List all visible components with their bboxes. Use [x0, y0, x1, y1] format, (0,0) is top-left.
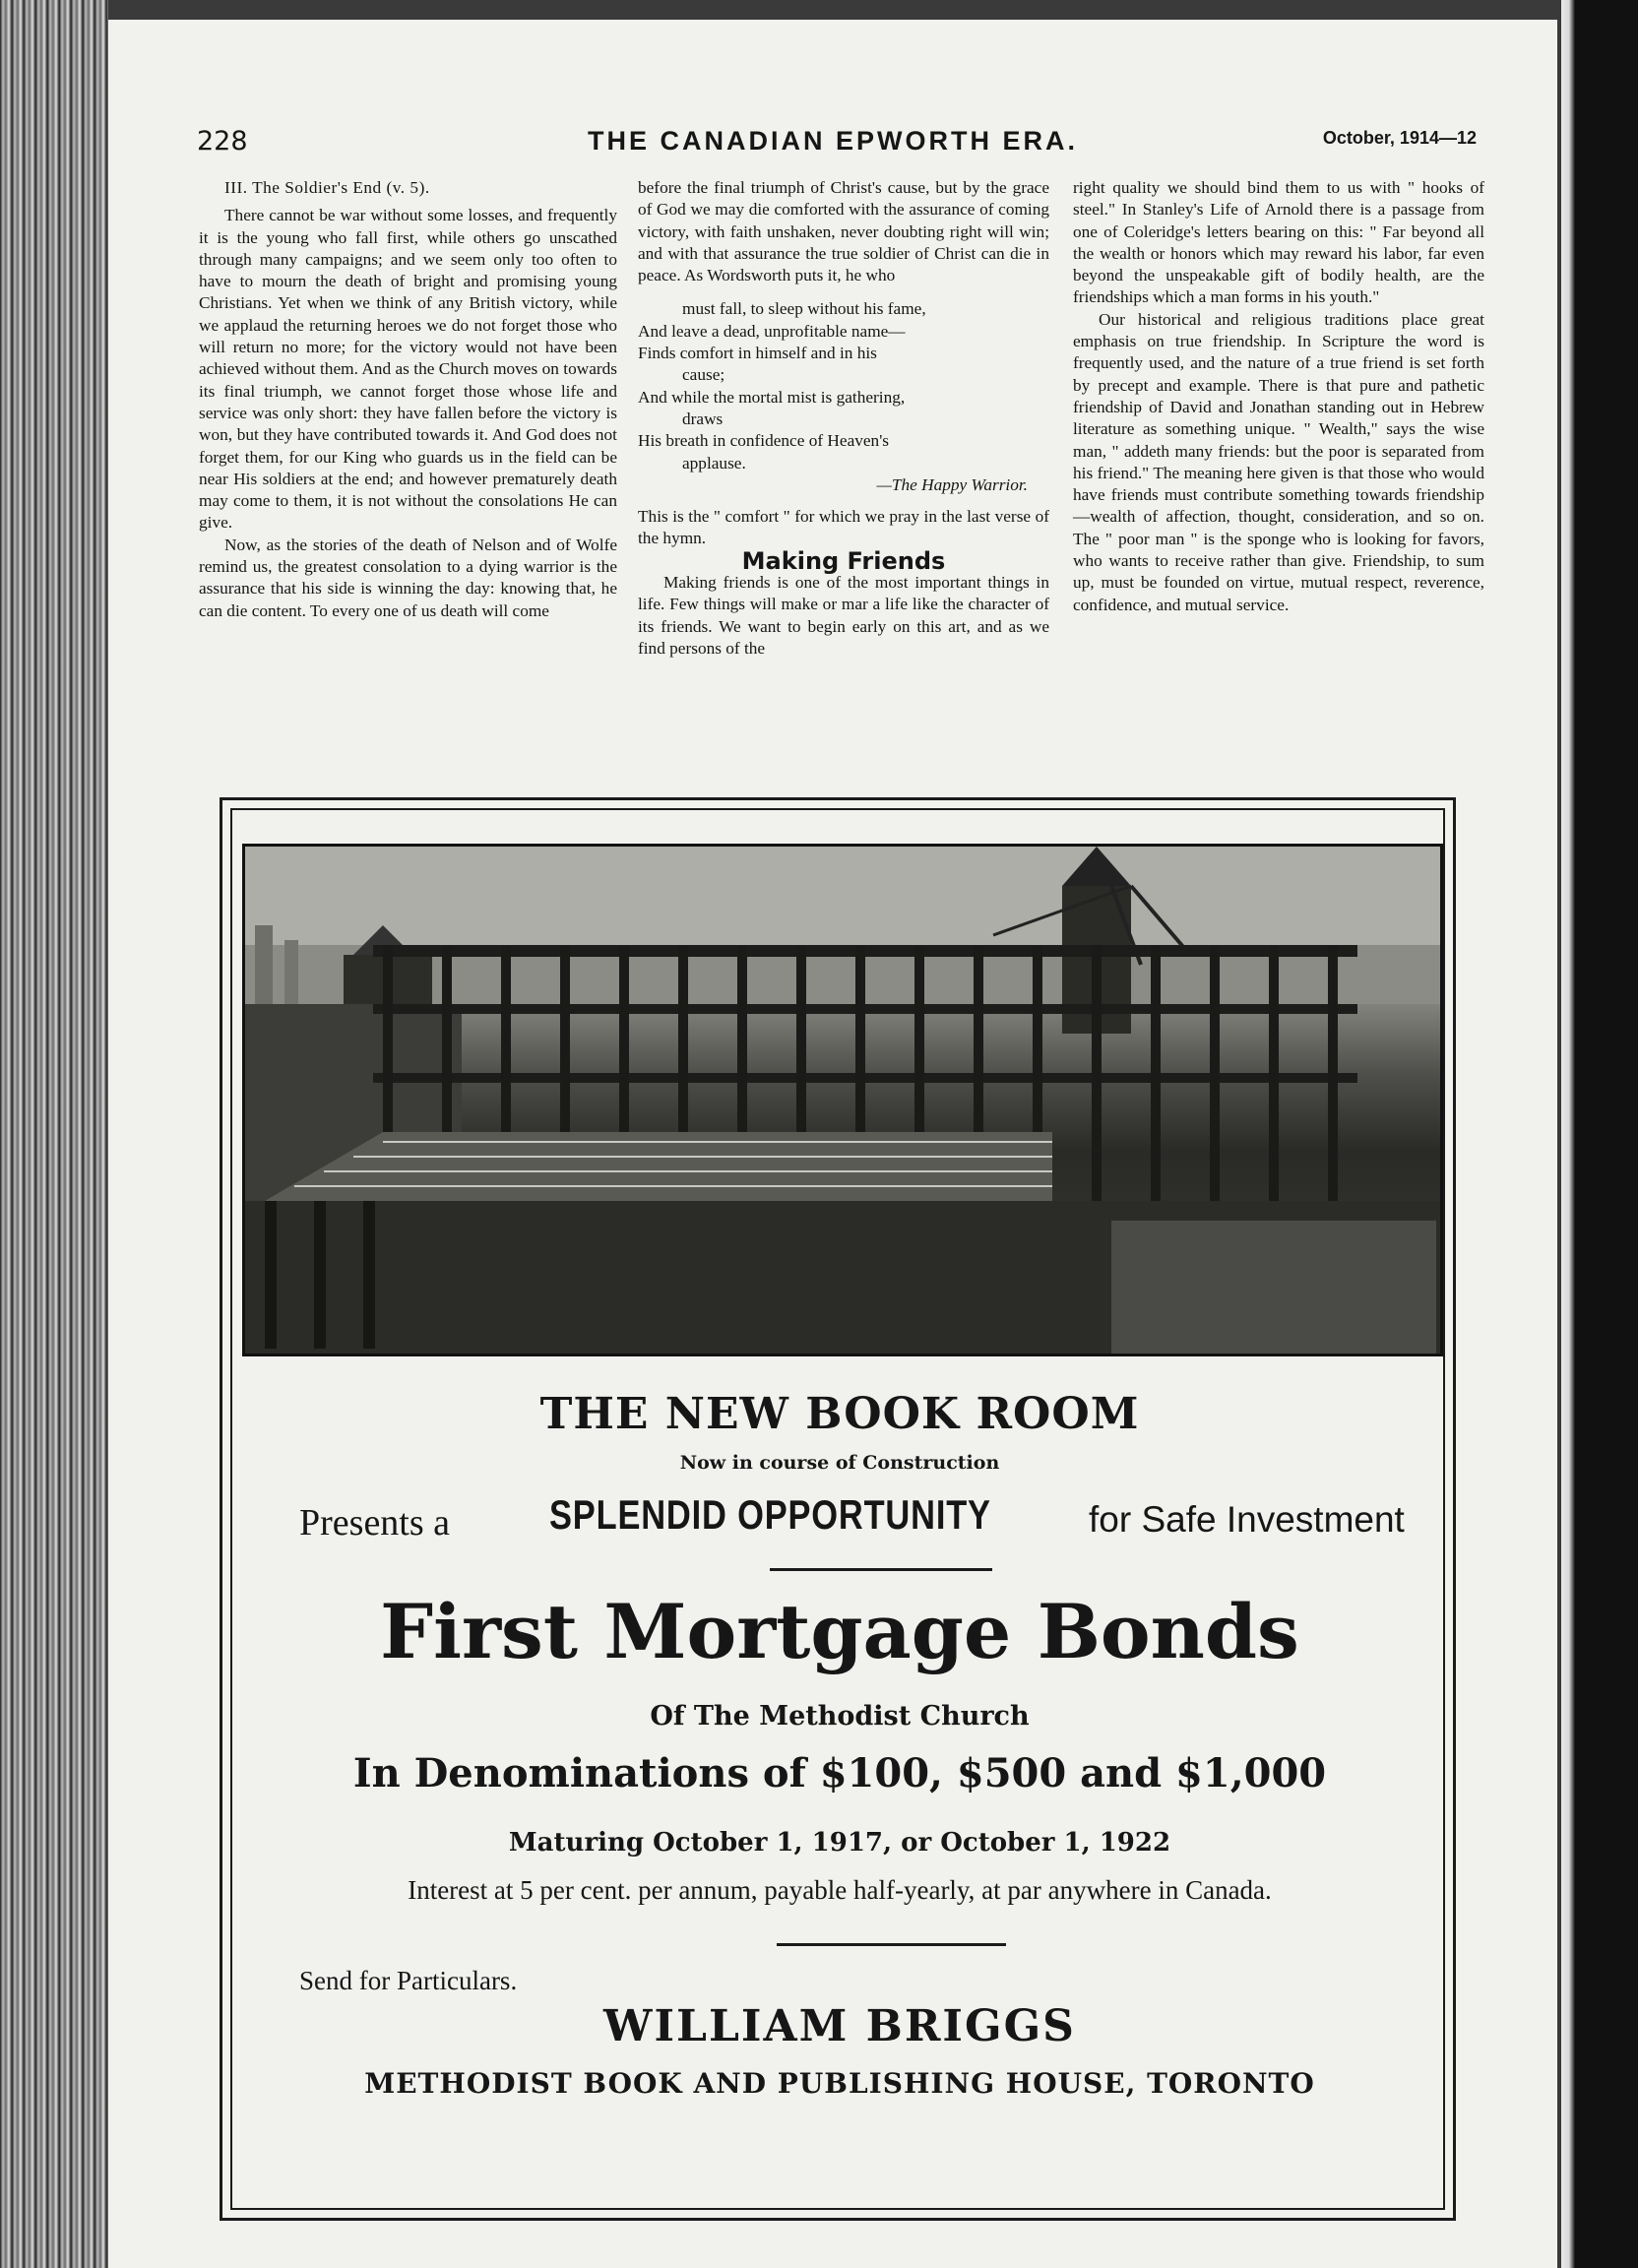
safe-investment-text: for Safe Investment: [1089, 1499, 1405, 1540]
splendid-opportunity-text: SPLENDID OPPORTUNITY: [549, 1491, 991, 1538]
poem-line: must fall, to sleep without his fame,: [682, 299, 926, 319]
building-frame-illustration: [245, 847, 1440, 1354]
ad-church-line: Of The Methodist Church: [650, 1701, 1030, 1732]
article-column-1: [199, 177, 617, 622]
article-column-3: [1073, 177, 1484, 616]
poem-line: And leave a dead, unprofitable name—: [638, 321, 906, 341]
advertisement-inner-border: [230, 808, 1445, 2210]
divider-rule: [777, 1943, 1006, 1946]
ad-publisher-house: METHODIST BOOK AND PUBLISHING HOUSE, TORONTO: [364, 2067, 1315, 2100]
ad-bonds-title: First Mortgage Bonds: [380, 1588, 1299, 1675]
paragraph: right quality we should bind them to us with " hooks of steel." In Stanley's Life of Arnold there is a passage from one of Coleridge's letters bearing on this: " Far beyond all the wealth or honors which may reward his labor, far even beyond the unspeakable gift of bodily health, are the friendships which a man forms in his youth.": [1073, 178, 1484, 307]
facing-page-edge: [1561, 0, 1638, 2268]
issue-date: October, 1914—12: [1322, 128, 1477, 148]
poem-line: Finds comfort in himself and in his: [638, 344, 877, 363]
paragraph: Making friends is one of the most important things in life. Few things will make or mar a life like the character of its friends. We want to begin early on this art, and as we find persons of the: [638, 573, 1049, 658]
divider-rule: [770, 1568, 992, 1571]
poem-line: cause;: [682, 365, 725, 385]
ad-interest: Interest at 5 per cent. per annum, payable half-yearly, at par anywhere in Canada.: [408, 1875, 1272, 1905]
article-column-2: [638, 177, 1049, 660]
ad-send-for-particulars: Send for Particulars.: [299, 1966, 518, 1995]
poem-attribution: —The Happy Warrior.: [876, 474, 1028, 494]
ad-publisher-name: WILLIAM BRIGGS: [603, 2001, 1076, 2051]
poem-line: And while the mortal mist is gathering,: [638, 387, 906, 407]
paragraph: This is the " comfort " for which we pray in the last verse of the hymn.: [638, 507, 1049, 548]
poem-quote: [638, 298, 1049, 496]
page-header: [108, 126, 1557, 161]
ad-denominations: In Denominations of $100, $500 and $1,000: [352, 1750, 1327, 1796]
ad-offer-line: [232, 1491, 1447, 1546]
poem-line: applause.: [682, 453, 746, 472]
poem-line: His breath in confidence of Heaven's: [638, 431, 890, 451]
construction-photo: [242, 844, 1443, 1356]
publication-title: THE CANADIAN EPWORTH ERA.: [588, 126, 1078, 156]
poem-line: draws: [682, 409, 724, 428]
paragraph: before the final triumph of Christ's cause, but by the grace of God we may die comforted with the assurance of coming victory, with faith unshaken, never doubting right will win; and with that assurance the true soldier of Christ can die in peace. As Wordsworth puts it, he who: [638, 178, 1049, 285]
paragraph: Now, as the stories of the death of Nelson and of Wolfe remind us, the greatest consolation to a dying warrior is the assurance that his side is winning the day: knowing that, he can die content. To every one of us death will come: [199, 535, 617, 620]
magazine-page: [108, 20, 1557, 2268]
paragraph: Our historical and religious traditions place great emphasis on true friendship. In Scripture the word is frequently used, and the nature of a true friend is set forth by precept and example. There is that pure and pathetic friendship of David and Jonathan standing out in Hebrew literature as something unique. " Wealth," says the wise man, " addeth many friends: but the poor is separated from his friend." The meaning here given is that those who would have friends must contribute something towards friendship—wealth of affection, thought, consideration, and so on. The " poor man " is the sponge who is looking for favors, who wants to receive rather than give. Friendship, to sum up, must be founded on virtue, mutual respect, reverence, confidence, and mutual service.: [1073, 309, 1484, 614]
ad-subline: Now in course of Construction: [679, 1452, 1000, 1474]
ad-headline: THE NEW BOOK ROOM: [539, 1389, 1140, 1439]
advertisement-box: [220, 797, 1456, 2221]
page-number: 228: [197, 126, 248, 157]
book-spine-edge: [0, 0, 108, 2268]
presents-text: Presents a: [299, 1502, 451, 1544]
section-title: Making Friends: [741, 546, 946, 575]
section-subhead: III. The Soldier's End (v. 5).: [224, 178, 430, 197]
ad-maturing: Maturing October 1, 1917, or October 1, 1922: [508, 1828, 1171, 1858]
paragraph: There cannot be war without some losses, and frequently it is the young who fall first, while others go unscathed through many campaigns; and we seem only too often to have to mourn the death of bright and promising young Christians. Yet when we think of any British victory, while we applaud the returning heroes we do not forget those who will return no more; for the victory would not have been achieved without them. And as the Church moves on towards its final triumph, we cannot forget those whose life and service was only short: they have fallen before the victory is won, but they have contributed towards it. And God does not forget them, for our King who guards us in the field can be near His soldiers at the end; and however prematurely death may come to them, it is not without the consolations He can give.: [199, 206, 617, 533]
